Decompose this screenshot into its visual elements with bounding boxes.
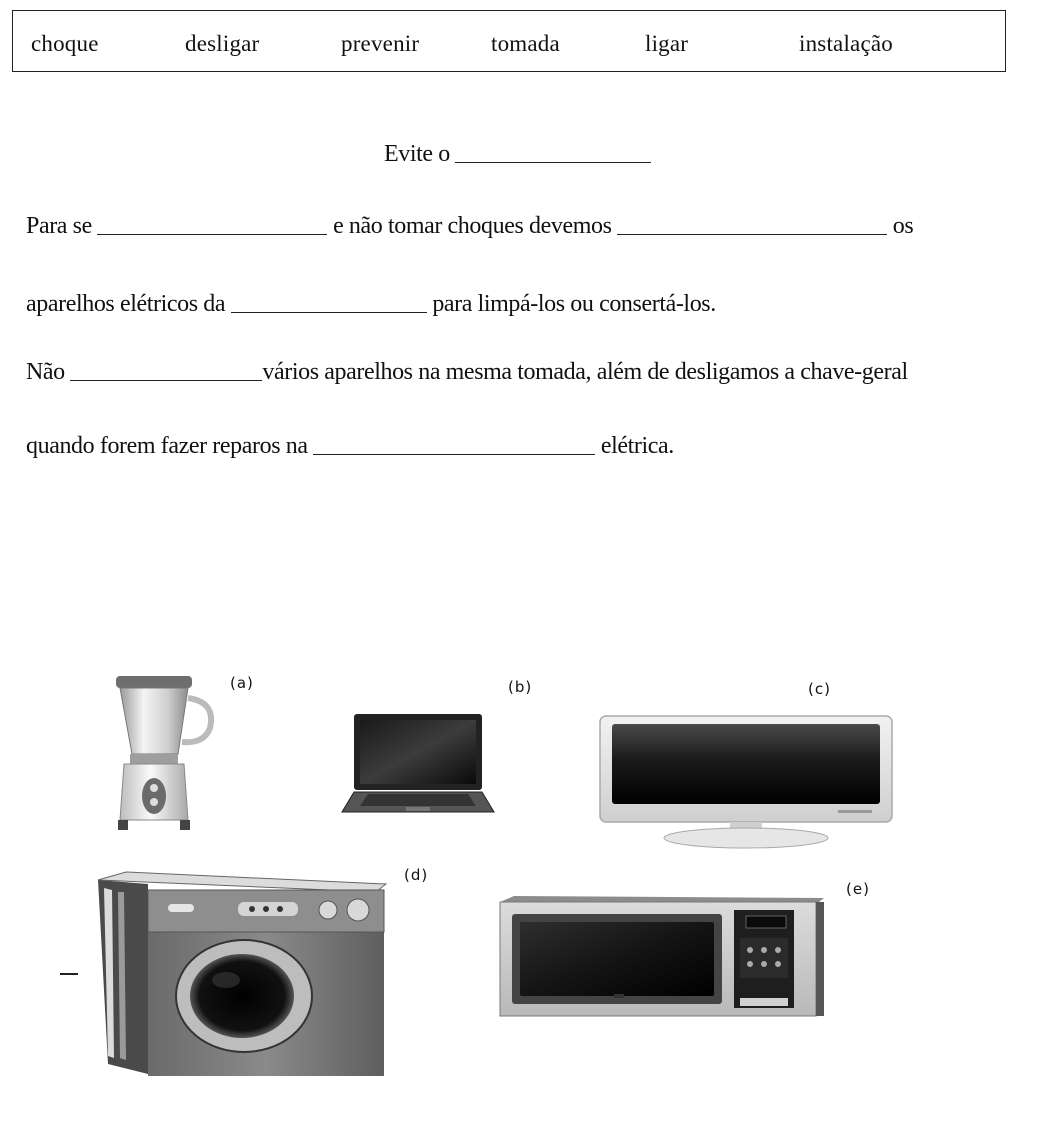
blender-icon (104, 672, 224, 834)
appliance-label-c: (c) (808, 680, 831, 698)
sentence-text: quando forem fazer reparos na (26, 433, 308, 459)
sentence-text: Para se (26, 213, 92, 239)
word-bank-item: instalação (799, 31, 893, 56)
microwave-icon (494, 894, 828, 1022)
sentence-text: elétrica. (600, 433, 674, 459)
sentence-text: e não tomar choques devemos (333, 213, 612, 239)
appliance-label-b: (b) (508, 678, 533, 696)
word-bank-item: desligar (185, 31, 260, 56)
exercise-title (384, 138, 651, 168)
word-bank-item: ligar (645, 31, 689, 56)
word-bank-item: choque (31, 31, 99, 56)
blank-field[interactable] (455, 140, 651, 163)
sentence-text: Não (26, 359, 65, 385)
sentence-text: os (892, 213, 914, 239)
laptop-icon (340, 712, 496, 816)
word-bank-item: tomada (491, 31, 560, 56)
sentence-text: vários aparelhos na mesma tomada, além de desligamos a chave-geral (262, 359, 908, 385)
title-prefix: Evite o (384, 141, 450, 167)
sentence-line-1 (26, 210, 913, 240)
blank-field[interactable] (231, 290, 427, 313)
sentence-line-4 (26, 430, 674, 460)
television-icon (598, 714, 894, 850)
blank-field[interactable] (617, 212, 887, 235)
appliance-label-a: (a) (230, 674, 254, 692)
sentence-line-3 (26, 356, 908, 386)
sentence-text: aparelhos elétricos da (26, 291, 226, 317)
washing-machine-icon (56, 868, 392, 1080)
word-bank-item: prevenir (341, 31, 420, 56)
appliance-label-d: (d) (404, 866, 429, 884)
blank-field[interactable] (70, 358, 262, 381)
blank-field[interactable] (313, 432, 595, 455)
blank-field[interactable] (97, 212, 327, 235)
word-bank (12, 10, 1006, 72)
appliance-label-e: (e) (846, 880, 870, 898)
sentence-line-2 (26, 288, 716, 318)
sentence-text: para limpá-los ou consertá-los. (432, 291, 716, 317)
